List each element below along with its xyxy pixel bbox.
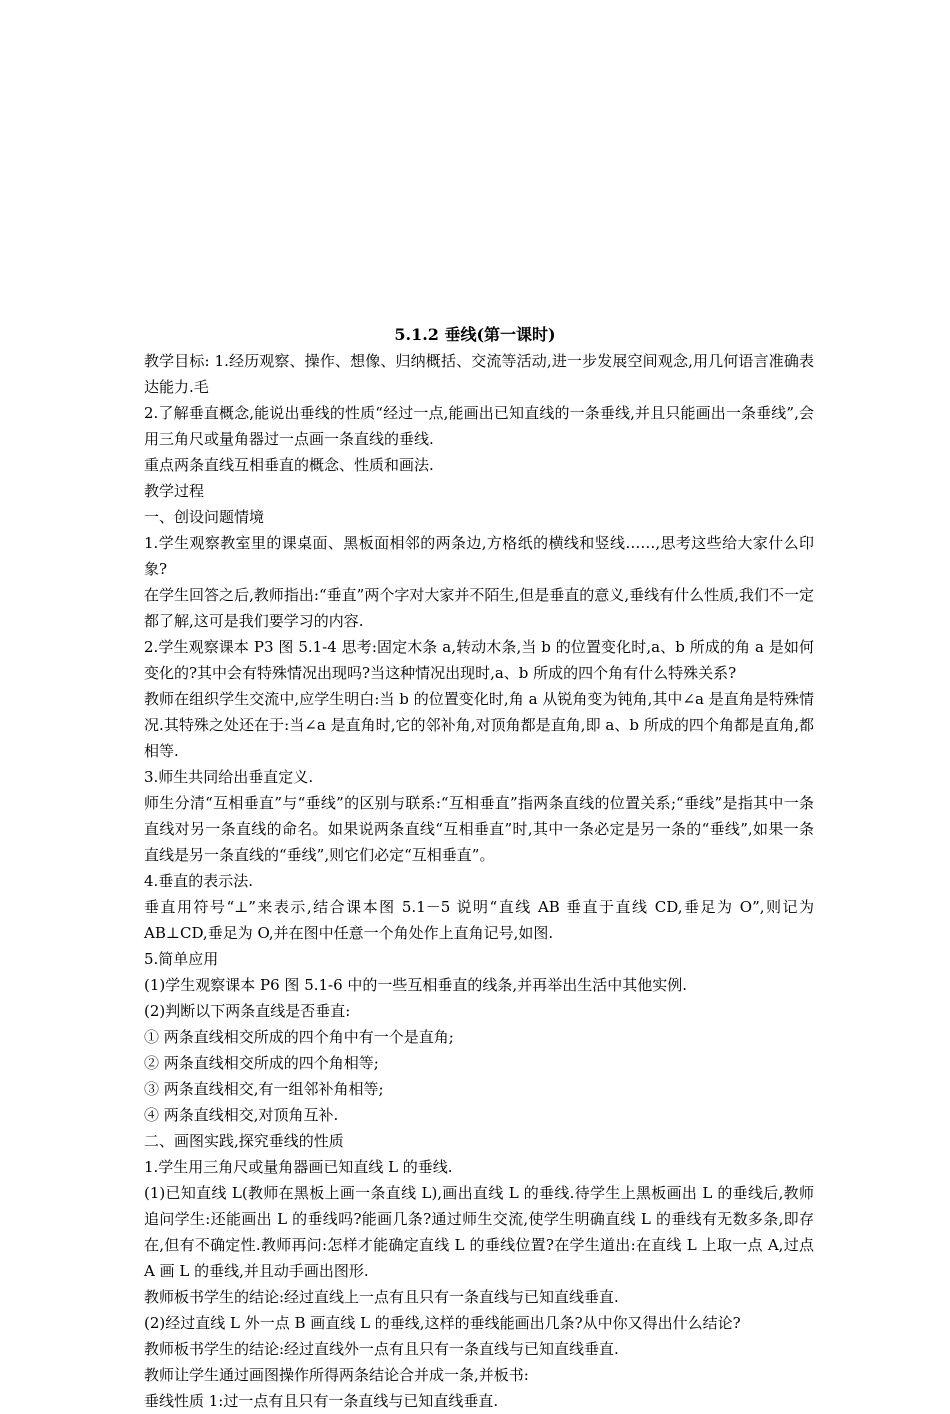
paragraph: (1)已知直线 L(教师在黑板上画一条直线 L),画出直线 L 的垂线.待学生上黑板画出 L 的垂线后,教师追问学生:还能画出 L 的垂线吗?能画几条?通过师生交流,使学生明确直线 L 的垂线有无数多条,即存在,但有不确定性.教师再问:怎样才能确定直线 L 的垂线位置?在学生道出:在直线 L 上取一点 A,过点 A 画 L 的垂线,并且动手画出图形. — [144, 1184, 814, 1280]
paragraph: (2)经过直线 L 外一点 B 画直线 L 的垂线,这样的垂线能画出几条?从中你又得出什么结论? — [144, 1314, 741, 1332]
paragraph: 在学生回答之后,教师指出:“垂直”两个字对大家并不陌生,但是垂直的意义,垂线有什么性质,我们不一定都了解,这可是我们要学习的内容. — [144, 586, 814, 630]
section-heading: 二、画图实践,探究垂线的性质 — [144, 1132, 344, 1150]
paragraph: (2)判断以下两条直线是否垂直: — [144, 1002, 351, 1020]
paragraph: 教师让学生通过画图操作所得两条结论合并成一条,并板书: — [144, 1366, 529, 1384]
paragraph: (1)学生观察课本 P6 图 5.1-6 中的一些互相垂直的线条,并再举出生活中其他实例. — [144, 976, 687, 994]
paragraph: 3.师生共同给出垂直定义. — [144, 768, 314, 786]
section-heading: 教学过程 — [144, 482, 205, 500]
paragraph: 垂直用符号“⊥”来表示,结合课本图 5.1－5 说明“直线 AB 垂直于直线 CD,垂足为 O”,则记为 AB⊥CD,垂足为 O,并在图中任意一个角处作上直角记号,如图. — [144, 898, 814, 942]
paragraph: 1.学生用三角尺或量角器画已知直线 L 的垂线. — [144, 1158, 453, 1176]
paragraph: 1.学生观察教室里的课桌面、黑板面相邻的两条边,方格纸的横线和竖线……,思考这些给大家什么印象? — [144, 534, 814, 578]
document-body — [144, 348, 814, 1414]
paragraph: 师生分清“互相垂直”与“垂线”的区别与联系:“互相垂直”指两条直线的位置关系;“垂线”是指其中一条直线对另一条直线的命名。如果说两条直线“互相垂直”时,其中一条必定是另一条的“垂线”,如果一条直线是另一条直线的“垂线”,则它们必定“互相垂直”。 — [144, 794, 814, 864]
section-heading: 一、创设问题情境 — [144, 508, 265, 526]
paragraph: 5.简单应用 — [144, 950, 219, 968]
paragraph: 重点两条直线互相垂直的概念、性质和画法. — [144, 456, 434, 474]
paragraph: 4.垂直的表示法. — [144, 872, 254, 890]
list-item: ② 两条直线相交所成的四个角相等; — [144, 1054, 379, 1072]
paragraph: 教师板书学生的结论:经过直线上一点有且只有一条直线与已知直线垂直. — [144, 1288, 619, 1306]
paragraph: 教师在组织学生交流中,应学生明白:当 b 的位置变化时,角 a 从锐角变为钝角,其中∠a 是直角是特殊情况.其特殊之处还在于:当∠a 是直角时,它的邻补角,对顶角都是直角,即 a、b 所成的四个角都是直角,都相等. — [144, 690, 814, 760]
list-item: ④ 两条直线相交,对顶角互补. — [144, 1106, 339, 1124]
list-item: ① 两条直线相交所成的四个角中有一个是直角; — [144, 1028, 454, 1046]
list-item: ③ 两条直线相交,有一组邻补角相等; — [144, 1080, 384, 1098]
paragraph: 2.了解垂直概念,能说出垂线的性质“经过一点,能画出已知直线的一条垂线,并且只能画出一条垂线”,会用三角尺或量角器过一点画一条直线的垂线. — [144, 404, 814, 448]
paragraph: 教学目标: 1.经历观察、操作、想像、归纳概括、交流等活动,进一步发展空间观念,用几何语言准确表达能力.毛 — [144, 352, 814, 396]
document-title: 5.1.2 垂线(第一课时) — [394, 325, 556, 344]
paragraph: 教师板书学生的结论:经过直线外一点有且只有一条直线与已知直线垂直. — [144, 1340, 619, 1358]
paragraph: 2.学生观察课本 P3 图 5.1-4 思考:固定木条 a,转动木条,当 b 的位置变化时,a、b 所成的角 a 是如何变化的?其中会有特殊情况出现吗?当这种情况出现时,a、b 所成的四个角有什么特殊关系? — [144, 638, 814, 682]
paragraph: 垂线性质 1:过一点有且只有一条直线与已知直线垂直. — [144, 1392, 499, 1410]
